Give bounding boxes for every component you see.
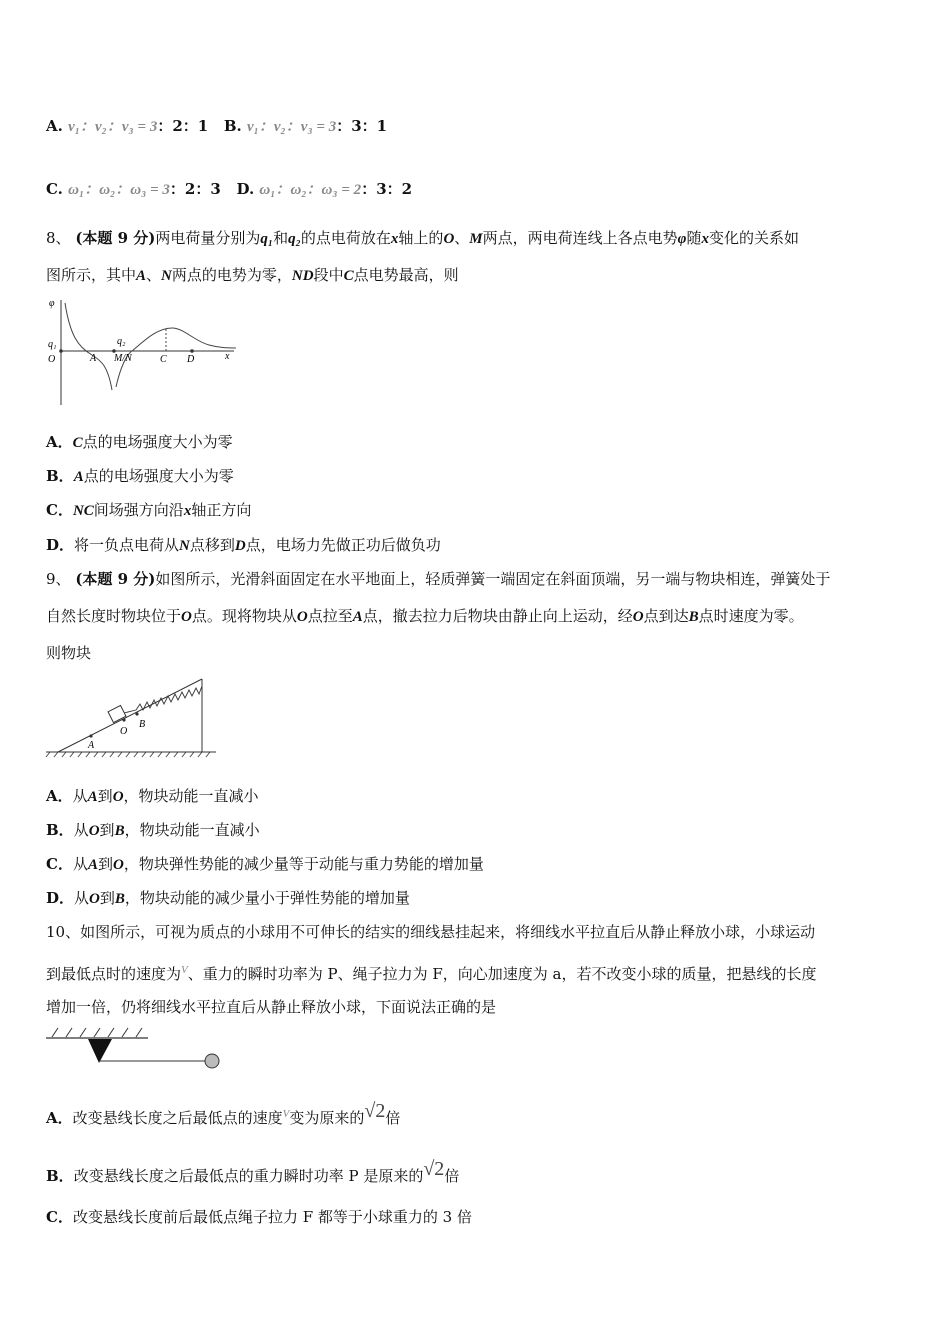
option-text: 到 (97, 855, 113, 873)
q8-text: 图所示，其中 (46, 266, 137, 284)
option-text: ，物块动能一直减小 (124, 821, 260, 839)
option-text: 到 (99, 889, 115, 907)
q8-var-x: x (701, 231, 709, 247)
fig-o-label: O (48, 354, 56, 365)
q8-var-a: A (136, 268, 147, 284)
q9-text: 点到达 (643, 607, 689, 625)
pivot-wedge (88, 1039, 112, 1063)
q8-text: 的点电荷放在 (300, 229, 391, 247)
option-label: A． (46, 787, 73, 805)
q8-text: 两电荷量分别为 (155, 229, 261, 247)
option-var: D (234, 538, 246, 554)
q9-number: 9、 (46, 570, 71, 588)
point-o (122, 718, 125, 721)
point-d (190, 349, 194, 353)
q8-text: 两点的电势为零， (171, 266, 292, 284)
q10-option-b (46, 1156, 459, 1189)
fig-phi-label: φ (49, 298, 55, 309)
option-text: 点移到 (189, 536, 235, 554)
q9-text: 点拉至 (307, 607, 353, 625)
block-link (124, 710, 136, 713)
q8-var-m: M (469, 231, 483, 247)
q9-incline-figure (44, 672, 224, 762)
q8-text: 两点，两电荷连线上各点电势 (482, 229, 678, 247)
q7-opt-c-tail: ：2：3 (169, 180, 221, 198)
ceiling-hatch (52, 1028, 142, 1037)
q9-option-d (46, 888, 410, 909)
q7-opt-a-label: A. (46, 117, 63, 135)
q9-text: 点。现将物块从 (191, 607, 297, 625)
q9-option-c (46, 854, 484, 875)
option-var: O (88, 823, 100, 839)
option-var: O (89, 891, 100, 907)
option-var: O (113, 857, 124, 873)
fig-a-label: A (90, 353, 97, 364)
q8-var-q2: q₂ (288, 231, 301, 247)
option-var: x (183, 503, 192, 519)
point-o (59, 349, 63, 353)
q7-opt-d-label: D. (236, 180, 255, 198)
fig-c-label: C (160, 354, 167, 365)
q8-var-c: C (343, 268, 354, 284)
q9-stem-line3 (46, 643, 91, 663)
q9-text: 点时速度为零。 (698, 607, 804, 625)
q7-opt-d-ratio: ω₁：ω₂：ω₃ = 2 (259, 182, 362, 198)
q9-stem-line2 (46, 606, 804, 627)
fig-x-label: x (225, 351, 230, 362)
q10-var-v: V (181, 964, 188, 976)
option-text: 变为原来的 (289, 1109, 365, 1127)
option-var: A (87, 857, 98, 873)
q8-option-a (46, 432, 233, 453)
option-text: ，物块动能一直减小 (123, 787, 259, 805)
option-label: C． (46, 1208, 73, 1226)
point-a (89, 734, 92, 737)
option-text: 从 (72, 787, 88, 805)
fig-q2-label: q₂ (117, 336, 126, 347)
q9-var-a: A (352, 609, 363, 625)
q8-text: 点电势最高，则 (353, 266, 459, 284)
option-label: B． (46, 467, 74, 485)
option-label: A． (46, 433, 73, 451)
option-text: 轴正方向 (191, 501, 252, 519)
ball (205, 1054, 219, 1068)
fig-o-label: O (120, 726, 128, 737)
q8-text: 、 (454, 229, 470, 247)
option-text: 点的电场强度大小为零 (83, 467, 234, 485)
q7-opt-c-ratio: ω₁：ω₂：ω₃ = 3 (68, 182, 170, 198)
potential-curve-left (65, 303, 112, 390)
q7-opt-a-tail: ：2：1 (157, 117, 209, 135)
q9-text: 点，撤去拉力后物块由静止向上运动，经 (362, 607, 633, 625)
q8-number: 8、 (46, 229, 71, 247)
option-var: O (112, 789, 124, 805)
option-text: ，物块弹性势能的减少量等于动能与重力势能的增加量 (123, 855, 484, 873)
q8-stem-line2 (46, 265, 459, 286)
q7-opt-b-label: B. (223, 117, 242, 135)
q9-var-b: B (688, 609, 699, 625)
option-var: A (87, 789, 98, 805)
q8-option-b (46, 466, 234, 487)
q8-text: 和 (273, 229, 289, 247)
q9-var-o: O (296, 609, 308, 625)
option-label: B． (46, 821, 74, 839)
option-text: 间场强方向沿 (93, 501, 184, 519)
q8-var-q1: q₁ (260, 231, 274, 247)
q9-text: 如图所示，光滑斜面固定在水平地面上，轻质弹簧一端固定在斜面顶端，另一端与物块相连，弹簧处于 (155, 570, 831, 588)
ground-hatch (46, 752, 210, 757)
sqrt2-expression: √2 (423, 1158, 445, 1180)
option-text: 改变悬线长度之后最低点的重力瞬时功率 P 是原来的 (73, 1167, 424, 1185)
q9-text: 则物块 (46, 644, 92, 662)
option-var: B (114, 823, 125, 839)
q8-var-phi: φ (677, 231, 687, 247)
q10-option-a (46, 1098, 400, 1131)
q8-text: 轴上的 (398, 229, 444, 247)
option-label: C． (46, 855, 73, 873)
q9-option-a (46, 786, 259, 807)
option-text: 点的电场强度大小为零 (82, 433, 233, 451)
sqrt2-expression: √2 (364, 1100, 386, 1122)
q8-text: 段中 (313, 266, 344, 284)
q9-score: (本题 9 分) (75, 570, 156, 588)
q8-option-d (46, 535, 441, 556)
q7-options-ab (46, 116, 387, 137)
q10-text: 增加一倍，仍将细线水平拉直后从静止释放小球，下面说法正确的是 (46, 998, 497, 1016)
q8-var-x: x (390, 231, 399, 247)
fig-a-label: A (88, 740, 95, 751)
option-text: 将一负点电荷从 (74, 536, 180, 554)
option-text: 从 (74, 889, 90, 907)
q8-var-nd: ND (291, 268, 314, 284)
option-label: B． (46, 1167, 74, 1185)
option-text: 倍 (385, 1109, 401, 1127)
q9-var-o: O (632, 609, 644, 625)
q8-text: 随 (686, 229, 702, 247)
q10-stem-line3 (46, 997, 496, 1017)
q8-stem-line1 (46, 228, 799, 249)
q7-opt-c-label: C. (46, 180, 63, 198)
q8-var-n: N (161, 268, 172, 284)
q9-stem-line1 (46, 569, 830, 589)
q8-score: (本题 9 分) (75, 229, 156, 247)
option-var: N (179, 538, 190, 554)
option-text: 到 (97, 787, 113, 805)
q8-text: 、 (146, 266, 162, 284)
option-label: D． (46, 889, 75, 907)
fig-q1-label: q₁ (48, 339, 57, 350)
option-var: NC (72, 503, 94, 519)
option-var: A (73, 469, 84, 485)
option-text: 到 (99, 821, 115, 839)
q7-opt-a-ratio: v₁：v₂：v₃ = 3 (68, 119, 158, 135)
q9-text: 自然长度时物块位于 (46, 607, 182, 625)
q9-option-b (46, 820, 260, 841)
q9-var-o: O (181, 609, 192, 625)
q10-text: 到最低点时的速度为 (46, 965, 182, 983)
q10-pendulum-figure (44, 1026, 234, 1076)
q7-opt-b-ratio: v₁：v₂：v₃ = 3 (247, 119, 337, 135)
potential-curve-right (116, 328, 236, 387)
option-text: ，物块动能的减少量小于弹性势能的增加量 (124, 889, 410, 907)
option-var: B (114, 891, 125, 907)
q8-text: 变化的关系如 (708, 229, 799, 247)
q10-text: 如图所示，可视为质点的小球用不可伸长的结实的细线悬挂起来，将细线水平拉直后从静止释放小球，小球运动 (80, 923, 816, 941)
q7-opt-d-tail: ：3：2 (361, 180, 413, 198)
q10-stem-line2 (46, 960, 817, 984)
incline-surface (58, 679, 202, 752)
option-text: 改变悬线长度之后最低点的速度 (72, 1109, 283, 1127)
option-text: 从 (73, 821, 89, 839)
option-label: C． (46, 501, 73, 519)
option-text: 改变悬线长度前后最低点绳子拉力 F 都等于小球重力的 3 倍 (72, 1208, 472, 1226)
option-text: 点，电场力先做正功后做负功 (245, 536, 441, 554)
fig-mn-label: M/N (114, 353, 132, 364)
q8-potential-graph (44, 295, 244, 410)
point-b (135, 712, 138, 715)
q10-stem-line1 (46, 922, 815, 942)
spring (136, 686, 202, 710)
option-text: 从 (72, 855, 88, 873)
fig-d-label: D (187, 354, 195, 365)
q10-number: 10、 (46, 923, 81, 941)
q8-option-c (46, 500, 251, 521)
option-var: C (72, 435, 83, 451)
option-label: D． (46, 536, 75, 554)
q7-opt-b-tail: ：3：1 (336, 117, 388, 135)
fig-b-label: B (139, 719, 146, 730)
q10-option-c (46, 1207, 472, 1227)
option-text: 倍 (444, 1167, 460, 1185)
q10-text: 、重力的瞬时功率为 P、绳子拉力为 F，向心加速度为 a，若不改变小球的质量，把悬线的长度 (187, 965, 817, 983)
option-label: A． (46, 1109, 73, 1127)
option-var-v: V (282, 1108, 290, 1120)
q7-options-cd (46, 179, 412, 200)
q8-var-o: O (443, 231, 455, 247)
